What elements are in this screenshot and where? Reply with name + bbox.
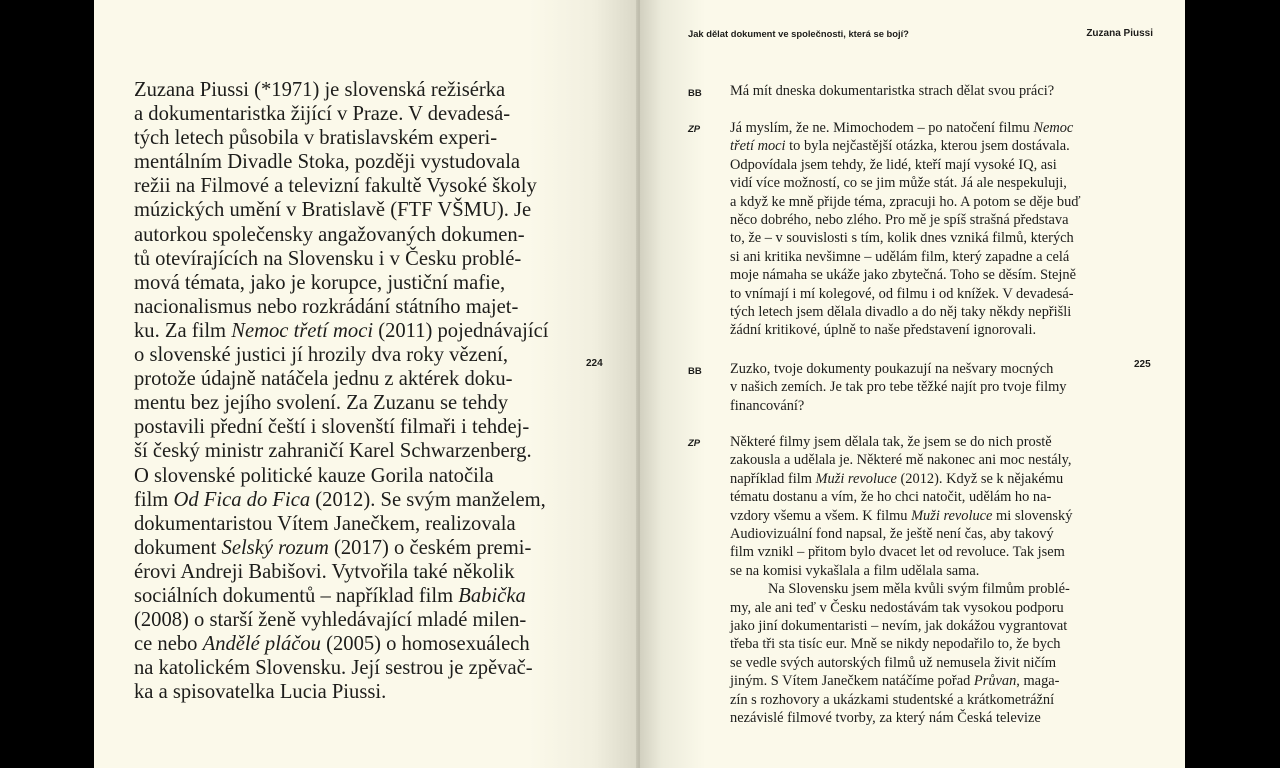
text-line: [134, 656, 566, 680]
text-run: o slovenské justici jí hrozily dva roky vězení,: [134, 344, 509, 367]
question-text: [730, 82, 1108, 100]
text-run: sociálních dokumentů – například film: [134, 584, 459, 607]
text-line: [730, 691, 1108, 709]
text-run: něco dobrého, nebo zlého. Pro mě je spíš strašná představa: [730, 212, 1069, 229]
text-run: mentu bez jejího svolení. Za Zuzanu se tehdy: [134, 392, 509, 415]
italic-title: třetí moci: [730, 138, 786, 155]
text-line: [730, 303, 1108, 321]
text-run: film vznikl – přitom bylo dvacet let od revoluce. Tak jsem: [730, 544, 1065, 561]
text-run: nezávislé filmové tvorby, za který nám Česká televize: [730, 710, 1041, 727]
text-run: financování?: [730, 397, 805, 414]
italic-title: Nemoc třetí moci: [231, 319, 374, 342]
text-run: dokumentaristou Vítem Janečkem, realizovala: [134, 512, 516, 535]
text-run: to byla nejčastější otázka, kterou jsem dostávala.: [785, 138, 1070, 155]
text-line: [134, 464, 566, 488]
italic-title: Od Fica do Fica: [173, 488, 311, 511]
text-line: [730, 119, 1108, 137]
speaker-label: ZP: [688, 438, 701, 449]
text-run: žádní kritikové, úplně to naše představení ignorovali.: [730, 322, 1037, 339]
text-line: [730, 193, 1108, 211]
text-line: [134, 126, 566, 150]
text-run: (2008) o starší ženě vyhledávající mladé milen-: [134, 609, 527, 632]
text-line: [134, 295, 566, 319]
author-bio: [134, 78, 566, 704]
answer-text: [730, 119, 1108, 340]
text-run: si ani kritika nevšimne – udělám film, který zapadne a celá: [730, 248, 1070, 265]
page-number-left: 224: [586, 358, 603, 369]
text-line: [730, 599, 1108, 617]
text-line: [134, 488, 566, 512]
italic-title: Babička: [458, 584, 526, 607]
text-line: [730, 360, 1108, 378]
text-run: a dokumentaristka žijící v Praze. V devadesá-: [134, 103, 511, 126]
text-run: ka a spisovatelka Lucia Piussi.: [134, 681, 387, 704]
text-run: třeba tři sta tisíc eur. Mně se nikdy nepodařilo to, že bych: [730, 636, 1061, 653]
text-run: zakousla a udělala je. Některé mě nakonec ani moc nestály,: [730, 452, 1072, 469]
text-line: [730, 174, 1108, 192]
text-line: [730, 321, 1108, 339]
text-run: (2011) pojednávající: [373, 319, 549, 342]
text-run: například film: [730, 470, 816, 487]
text-line: [134, 632, 566, 656]
text-line: [730, 488, 1108, 506]
text-run: mová témata, jako je korupce, justiční mafie,: [134, 271, 506, 294]
text-line: [730, 617, 1108, 635]
text-run: Já myslím, že ne. Mimochodem – po natočení filmu: [730, 120, 1034, 136]
text-line: [134, 319, 566, 343]
text-run: ší český ministr zahraničí Karel Schwarzenberg.: [134, 440, 532, 463]
text-line: [134, 343, 566, 367]
text-run: film: [134, 488, 174, 511]
text-line: [730, 451, 1108, 469]
text-line: [134, 512, 566, 536]
left-page: [94, 0, 638, 768]
text-line: [134, 584, 566, 608]
text-run: O slovenské politické kauze Gorila natočila: [134, 464, 494, 487]
right-page: [640, 0, 1185, 768]
speaker-label: ZP: [688, 124, 701, 135]
text-run: jako jiní dokumentaristi – nevím, jak dokážou vygrantovat: [730, 618, 1068, 635]
text-line: [730, 248, 1108, 266]
text-run: Odpovídala jsem tehdy, že lidé, kteří mají vysoké IQ, asi: [730, 156, 1057, 173]
running-header-author: Zuzana Piussi: [1086, 28, 1153, 39]
text-run: dokument: [134, 536, 222, 559]
text-run: ce nebo: [134, 633, 203, 656]
text-run: se vedle svých autorských filmů už nemusela živit ničím: [730, 654, 1057, 671]
text-line: [134, 680, 566, 704]
text-line: [134, 198, 566, 222]
text-run: (2012). Když se k nějakému: [896, 470, 1064, 487]
question-text: [730, 360, 1108, 415]
text-run: Některé filmy jsem dělala tak, že jsem se do nich prostě: [730, 434, 1052, 450]
text-run: , maga-: [1016, 673, 1060, 690]
speaker-label: BB: [688, 88, 702, 99]
speaker-label: BB: [688, 366, 702, 377]
text-line: [134, 174, 566, 198]
text-run: na katolickém Slovensku. Její sestrou je zpěvač-: [134, 657, 533, 680]
text-run: mentálním Divadle Stoka, později vystudovala: [134, 151, 521, 174]
italic-title: Selský rozum: [221, 536, 329, 559]
italic-title: Nemoc: [1033, 120, 1074, 136]
text-run: režii na Filmové a televizní fakultě Vysoké školy: [134, 175, 537, 198]
text-run: Zuzana Piussi (*1971) je slovenská režisérka: [134, 79, 506, 101]
text-line: [134, 536, 566, 560]
text-run: (2012). Se svým manželem,: [310, 488, 546, 511]
text-run: jiným. S Vítem Janečkem natáčíme pořad: [730, 673, 974, 690]
text-line: [134, 560, 566, 584]
text-line: [134, 150, 566, 174]
text-run: a když ke mně přijde téma, zpracuji ho. A potom se děje buď: [730, 193, 1081, 210]
answer-text: [730, 433, 1108, 728]
text-line: [730, 562, 1108, 580]
text-run: se na komisi vykašlala a film udělala sama.: [730, 562, 980, 579]
text-line: [730, 433, 1108, 451]
text-run: (2005) o homosexuálech: [320, 633, 530, 656]
text-line: [730, 266, 1108, 284]
text-run: moje námaha se ukáže jako zbytečná. Toho se děsím. Stejně: [730, 267, 1076, 284]
text-line: [730, 397, 1108, 415]
text-run: ku. Za film: [134, 319, 232, 342]
text-line: [730, 137, 1108, 155]
text-run: tématu dostanu a vím, že ho chci natočit, udělám ho na-: [730, 489, 1052, 506]
text-run: autorkou společensky angažovaných dokumen-: [134, 223, 525, 246]
text-line: [730, 82, 1108, 100]
text-line: [134, 391, 566, 415]
text-run: nacionalismus nebo rozkrádání státního majet-: [134, 295, 519, 318]
text-line: [730, 580, 1108, 598]
text-line: [730, 654, 1108, 672]
text-run: vzdory všemu a všem. K filmu: [730, 507, 912, 524]
italic-title: Muži revoluce: [815, 470, 897, 487]
text-line: [134, 223, 566, 247]
text-line: [134, 415, 566, 439]
text-run: postavili přední čeští i slovenští filmaři i tehdej-: [134, 416, 530, 439]
text-line: [730, 285, 1108, 303]
page-number-right: 225: [1134, 359, 1151, 370]
text-line: [134, 78, 566, 102]
italic-title: Andělé pláčou: [202, 633, 321, 656]
text-line: [730, 211, 1108, 229]
text-run: v našich zemích. Je tak pro tebe těžké najít pro tvoje filmy: [730, 379, 1067, 396]
text-line: [730, 525, 1108, 543]
text-run: érovi Andreji Babišovi. Vytvořila také několik: [134, 560, 515, 583]
running-header-title: Jak dělat dokument ve společnosti, která se bojí?: [688, 28, 909, 39]
text-line: [730, 709, 1108, 727]
text-run: Zuzko, tvoje dokumenty poukazují na nešvary mocných: [730, 361, 1054, 377]
text-run: mi slovenský: [992, 507, 1073, 524]
text-run: to, že – v souvislosti s tím, kolik dnes vzniká filmů, kterých: [730, 230, 1074, 247]
italic-title: Muži revoluce: [911, 507, 993, 524]
text-run: protože údajně natáčela jednu z aktérek doku-: [134, 368, 513, 391]
text-run: (2017) o českém premi-: [328, 536, 532, 559]
italic-title: Průvan: [973, 673, 1017, 690]
text-line: [730, 470, 1108, 488]
text-line: [134, 367, 566, 391]
book-spread: [94, 0, 1185, 768]
text-run: vidí více možností, co se jim může stát. Já ale nespekuluji,: [730, 175, 1067, 192]
text-line: [134, 608, 566, 632]
text-line: [730, 229, 1108, 247]
text-run: my, ale ani teď v Česku nedostávám tak vysokou podporu: [730, 599, 1064, 616]
text-line: [730, 378, 1108, 396]
text-line: [134, 247, 566, 271]
text-run: to vnímají i mí kolegové, od filmu i od knížek. V devadesá-: [730, 285, 1074, 302]
text-line: [134, 271, 566, 295]
text-line: [730, 543, 1108, 561]
text-line: [730, 672, 1108, 690]
text-line: [730, 635, 1108, 653]
text-run: tých letech působila v bratislavském experi-: [134, 127, 498, 150]
text-line: [730, 156, 1108, 174]
text-run: múzických umění v Bratislavě (FTF VŠMU). Je: [134, 199, 532, 222]
text-run: tů otevírajících na Slovensku i v Česku problé-: [134, 247, 522, 270]
text-line: [134, 102, 566, 126]
text-run: zín s rozhovory a ukázkami studentské a krátkometrážní: [730, 691, 1055, 708]
text-line: [134, 439, 566, 463]
text-line: [730, 507, 1108, 525]
text-run: Audiovizuální fond napsal, že ještě není čas, aby takový: [730, 526, 1054, 543]
text-run: tých letech jsem dělala divadlo a do něj taky někdy nepřišli: [730, 304, 1072, 321]
text-run: Na Slovensku jsem měla kvůli svým filmům problé-: [768, 581, 1070, 598]
text-run: Má mít dneska dokumentaristka strach dělat svou práci?: [730, 83, 1055, 99]
